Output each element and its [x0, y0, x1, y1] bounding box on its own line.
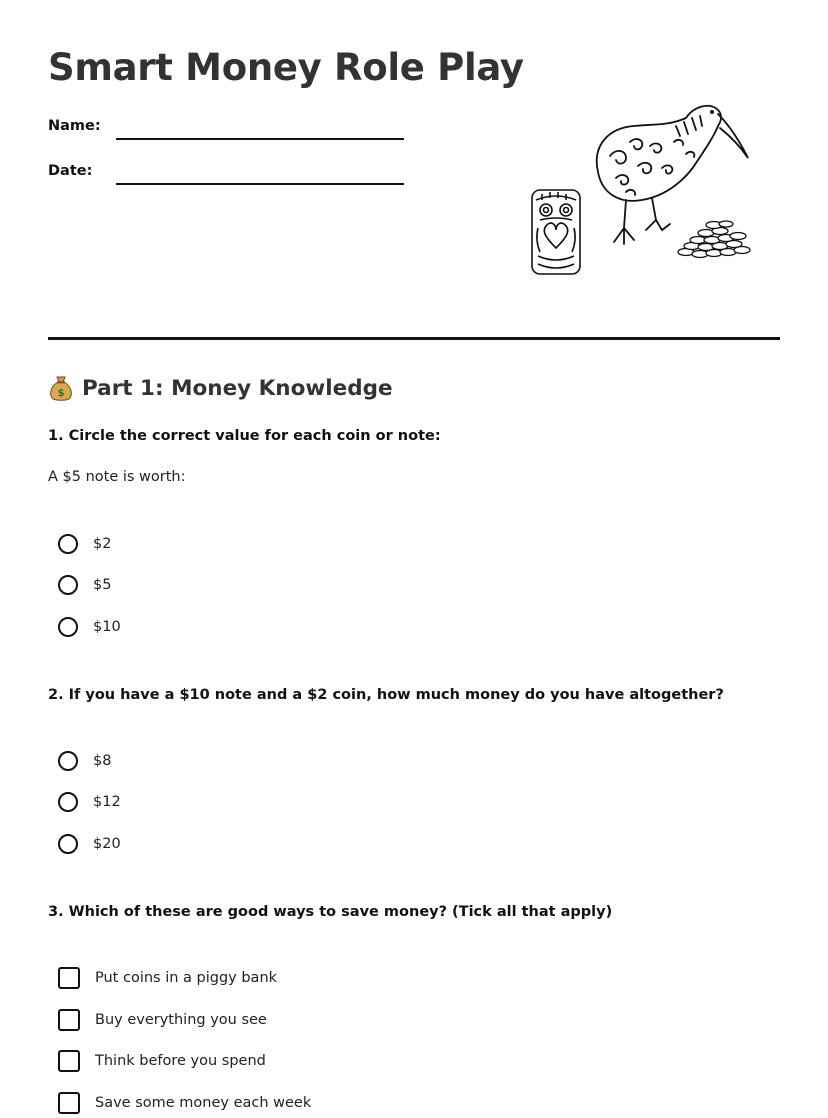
question-2: 2. If you have a $10 note and a $2 coin, how much money do you have altogether? [48, 687, 724, 703]
q3-option-4[interactable] [58, 1090, 311, 1116]
radio-button[interactable] [58, 751, 78, 771]
option-label: $5 [93, 577, 112, 593]
q3-option-1[interactable] [58, 965, 277, 991]
name-label: Name: [48, 118, 101, 134]
coin-pile-icon [678, 221, 750, 258]
checkbox[interactable] [58, 1009, 80, 1031]
tiki-carving-icon [532, 190, 580, 274]
worksheet-page [48, 0, 780, 1118]
option-label: Put coins in a piggy bank [95, 970, 278, 986]
option-label: $2 [93, 536, 112, 552]
checkbox[interactable] [58, 1092, 80, 1114]
radio-button[interactable] [58, 575, 78, 595]
part1-heading [48, 374, 393, 402]
q2-option-3[interactable] [58, 831, 121, 857]
date-label: Date: [48, 163, 93, 179]
q3-option-2[interactable] [58, 1007, 267, 1033]
radio-button[interactable] [58, 534, 78, 554]
checkbox[interactable] [58, 1050, 80, 1072]
option-label: $20 [93, 836, 121, 852]
option-label: Buy everything you see [95, 1012, 267, 1028]
date-field[interactable] [48, 161, 408, 185]
header-illustration [526, 96, 754, 282]
q3-option-3[interactable] [58, 1048, 266, 1074]
q1-option-2[interactable] [58, 572, 111, 598]
option-label: $8 [93, 753, 112, 769]
page-title: Smart Money Role Play [48, 46, 524, 89]
q2-option-1[interactable] [58, 748, 111, 774]
section-divider [48, 337, 780, 340]
q1-option-3[interactable] [58, 614, 121, 640]
name-line[interactable] [116, 138, 404, 140]
radio-button[interactable] [58, 617, 78, 637]
option-label: Think before you spend [95, 1053, 266, 1069]
option-label: Save some money each week [95, 1095, 312, 1111]
name-field[interactable] [48, 116, 408, 140]
money-bag-icon [48, 374, 74, 402]
q2-option-2[interactable] [58, 789, 121, 815]
checkbox[interactable] [58, 967, 80, 989]
question-1-prompt: A $5 note is worth: [48, 469, 186, 485]
option-label: $10 [93, 619, 121, 635]
option-label: $12 [93, 794, 121, 810]
radio-button[interactable] [58, 834, 78, 854]
date-line[interactable] [116, 183, 404, 185]
svg-text:$: $ [57, 388, 65, 399]
q1-option-1[interactable] [58, 531, 111, 557]
part1-heading-text: Part 1: Money Knowledge [82, 375, 393, 401]
question-3: 3. Which of these are good ways to save money? (Tick all that apply) [48, 904, 613, 920]
question-1: 1. Circle the correct value for each coin or note: [48, 428, 441, 444]
radio-button[interactable] [58, 792, 78, 812]
